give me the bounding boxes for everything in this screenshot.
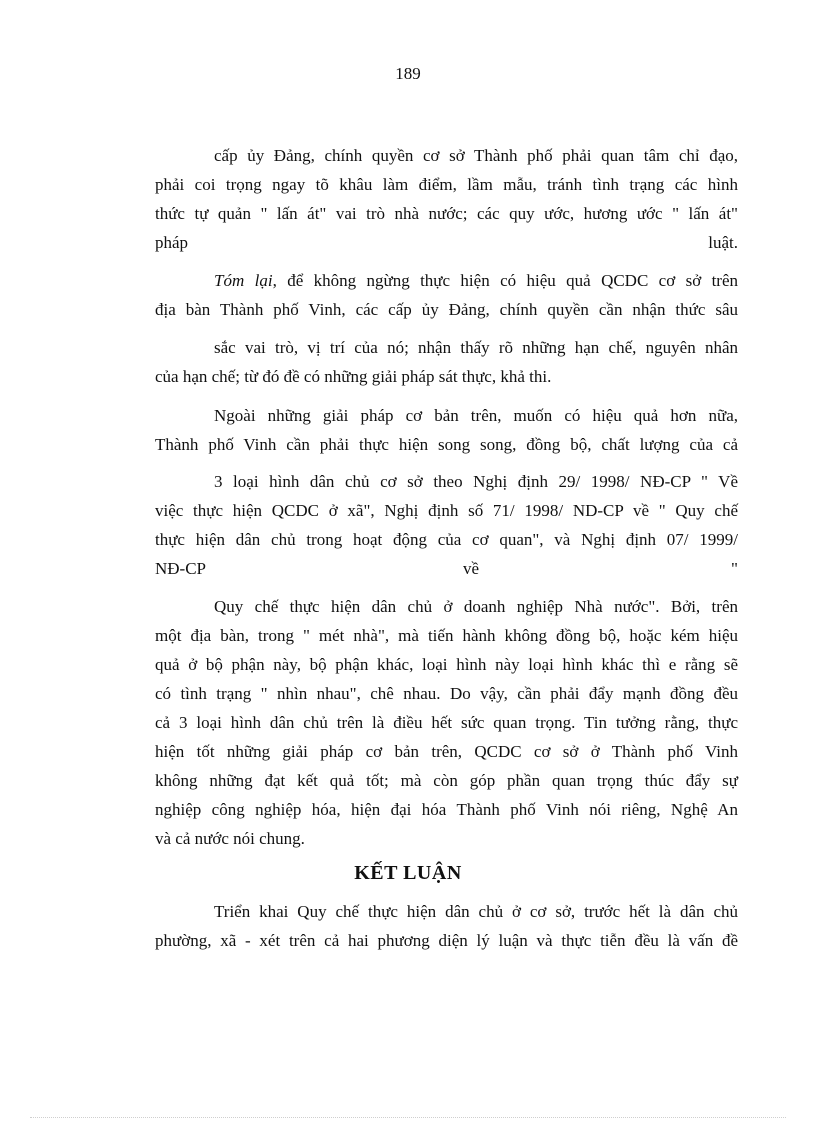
text-line: cấp ủy Đảng, chính quyền cơ sở Thành phố phải quan tâm chỉ đạo, bbox=[214, 146, 738, 165]
footer-divider bbox=[30, 1117, 786, 1118]
text-line: của hạn chế; từ đó đề có những giải pháp sát thực, khả thi. bbox=[155, 367, 552, 386]
italic-lead: Tóm lại bbox=[214, 271, 273, 290]
text-line: luật. bbox=[708, 233, 738, 252]
text-line: địa bàn Thành phố Vinh, các cấp ủy Đảng, chính quyền cần nhận thức sâu bbox=[155, 300, 738, 319]
text-line: về bbox=[463, 559, 480, 578]
text-line: sắc vai trò, vị trí của nó; nhận thấy rõ những hạn chế, nguyên nhân bbox=[214, 338, 738, 357]
text-line: và cả nước nói chung. bbox=[155, 829, 305, 848]
text-line: có tình trạng " nhìn nhau", chê nhau. Do vậy, cần phải đẩy mạnh đồng đều bbox=[155, 684, 738, 703]
text-line: Thành phố Vinh cần phải thực hiện song song, đồng bộ, chất lượng của cả bbox=[155, 435, 738, 454]
text-line: không những đạt kết quả tốt; mà còn góp phần quan trọng thúc đẩy sự bbox=[155, 771, 738, 790]
text-line: phải coi trọng ngay tõ khâu làm điểm, lầm mẫu, tránh tình trạng các hình bbox=[155, 175, 738, 194]
text-line bbox=[214, 270, 738, 292]
text-line: thức tự quản " lấn át" vai trò nhà nước; các quy ước, hương ước " lấn át" bbox=[155, 204, 738, 223]
text-span: , để không ngừng thực hiện có hiệu quả QCDC cơ sở trên bbox=[272, 271, 738, 290]
text-line: Triển khai Quy chế thực hiện dân chủ ở cơ sở, trước hết là dân chủ bbox=[214, 902, 738, 921]
text-line: Ngoài những giải pháp cơ bản trên, muốn có hiệu quả hơn nữa, bbox=[214, 406, 738, 425]
text-line: phường, xã - xét trên cả hai phương diện lý luận và thực tiễn đều là vấn đề bbox=[155, 931, 738, 950]
text-line: " bbox=[731, 559, 738, 578]
text-line: NĐ-CP bbox=[155, 559, 207, 578]
text-line: cả 3 loại hình dân chủ trên là điều hết sức quan trọng. Tin tưởng rằng, thực bbox=[155, 713, 738, 732]
text-line: một địa bàn, trong " mét nhà", mà tiến hành không đồng bộ, hoặc kém hiệu bbox=[155, 626, 738, 645]
text-line: việc thực hiện QCDC ở xã", Nghị định số 71/ 1998/ ND-CP về " Quy chế bbox=[155, 501, 738, 520]
text-line: pháp bbox=[155, 233, 189, 252]
text-line: Quy chế thực hiện dân chủ ở doanh nghiệp Nhà nước". Bởi, trên bbox=[214, 597, 738, 616]
text-line: quả ở bộ phận này, bộ phận khác, loại hình này loại hình khác thì e rằng sẽ bbox=[155, 655, 738, 674]
text-line: thực hiện dân chủ trong hoạt động của cơ quan", và Nghị định 07/ 1999/ bbox=[155, 530, 738, 549]
text-line: 3 loại hình dân chủ cơ sở theo Nghị định 29/ 1998/ NĐ-CP " Về bbox=[214, 472, 738, 491]
page-number: 189 bbox=[395, 64, 421, 83]
section-heading: KẾT LUẬN bbox=[354, 862, 462, 884]
text-line: nghiệp công nghiệp hóa, hiện đại hóa Thành phố Vinh nói riêng, Nghệ An bbox=[155, 800, 738, 819]
text-line: hiện tốt những giải pháp cơ bản trên, QCDC cơ sở ở Thành phố Vinh bbox=[155, 742, 738, 761]
